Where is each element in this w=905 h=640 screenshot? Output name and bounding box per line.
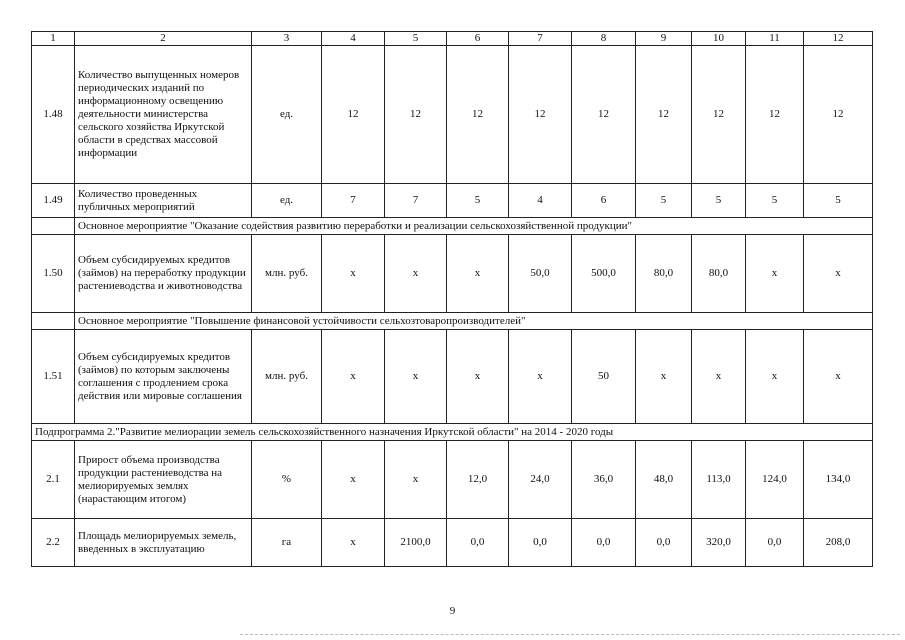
- indicator-name: Объем субсидируемых кредитов (займов) по которым заключены соглашения с продлением срока действия или мировые соглашения: [75, 330, 252, 424]
- value-cell: x: [322, 330, 385, 424]
- header-cell: 12: [804, 32, 873, 46]
- header-cell: 7: [509, 32, 572, 46]
- value-cell: x: [322, 235, 385, 313]
- unit-cell: млн. руб.: [252, 330, 322, 424]
- value-cell: 12: [804, 46, 873, 184]
- value-cell: 5: [804, 184, 873, 218]
- scan-artifact-line: [240, 634, 900, 635]
- indicators-table: [31, 31, 873, 567]
- value-cell: 24,0: [509, 441, 572, 519]
- value-cell: x: [804, 235, 873, 313]
- value-cell: 6: [572, 184, 636, 218]
- value-cell: 134,0: [804, 441, 873, 519]
- table-row: [32, 441, 873, 519]
- indicator-name: Количество выпущенных номеров периодических изданий по информационному освещению деятельности министерства сельского хозяйства Иркутской области в средствах массовой информации: [75, 46, 252, 184]
- value-cell: 50: [572, 330, 636, 424]
- value-cell: x: [746, 235, 804, 313]
- header-cell: 10: [692, 32, 746, 46]
- header-cell: 9: [636, 32, 692, 46]
- header-row: [32, 32, 873, 46]
- table-row: [32, 184, 873, 218]
- value-cell: 80,0: [636, 235, 692, 313]
- value-cell: 5: [692, 184, 746, 218]
- indicator-name: Объем субсидируемых кредитов (займов) на переработку продукции растениеводства и животноводства: [75, 235, 252, 313]
- value-cell: 12: [746, 46, 804, 184]
- value-cell: 12: [572, 46, 636, 184]
- table-row: [32, 330, 873, 424]
- section-row: [32, 313, 873, 330]
- value-cell: x: [746, 330, 804, 424]
- row-number: 1.49: [32, 184, 75, 218]
- value-cell: 7: [385, 184, 447, 218]
- value-cell: 4: [509, 184, 572, 218]
- row-number: 1.51: [32, 330, 75, 424]
- value-cell: 50,0: [509, 235, 572, 313]
- header-cell: 6: [447, 32, 509, 46]
- table-row: [32, 235, 873, 313]
- value-cell: x: [636, 330, 692, 424]
- value-cell: x: [385, 441, 447, 519]
- value-cell: 0,0: [746, 519, 804, 567]
- value-cell: 113,0: [692, 441, 746, 519]
- header-cell: 3: [252, 32, 322, 46]
- section-title: Основное мероприятие "Оказание содействия развитию переработки и реализации сельскохозяйственной продукции": [75, 218, 873, 235]
- header-cell: 8: [572, 32, 636, 46]
- value-cell: 12,0: [447, 441, 509, 519]
- value-cell: x: [447, 235, 509, 313]
- value-cell: x: [509, 330, 572, 424]
- value-cell: 12: [636, 46, 692, 184]
- value-cell: 12: [692, 46, 746, 184]
- empty-cell: [32, 218, 75, 235]
- unit-cell: ед.: [252, 184, 322, 218]
- subprogram-title: Подпрограмма 2."Развитие мелиорации земель сельскохозяйственного назначения Иркутской области" на 2014 - 2020 годы: [32, 424, 873, 441]
- row-number: 1.48: [32, 46, 75, 184]
- header-cell: 4: [322, 32, 385, 46]
- value-cell: 5: [447, 184, 509, 218]
- value-cell: 500,0: [572, 235, 636, 313]
- value-cell: 36,0: [572, 441, 636, 519]
- value-cell: 12: [509, 46, 572, 184]
- empty-cell: [32, 313, 75, 330]
- value-cell: 80,0: [692, 235, 746, 313]
- header-cell: 5: [385, 32, 447, 46]
- value-cell: x: [692, 330, 746, 424]
- value-cell: 5: [746, 184, 804, 218]
- indicator-name: Количество проведенных публичных мероприятий: [75, 184, 252, 218]
- row-number: 2.1: [32, 441, 75, 519]
- value-cell: 12: [385, 46, 447, 184]
- indicator-name: Площадь мелиорируемых земель, введенных в эксплуатацию: [75, 519, 252, 567]
- value-cell: 5: [636, 184, 692, 218]
- value-cell: x: [322, 441, 385, 519]
- value-cell: 0,0: [636, 519, 692, 567]
- unit-cell: га: [252, 519, 322, 567]
- unit-cell: ед.: [252, 46, 322, 184]
- table-row: [32, 46, 873, 184]
- header-cell: 2: [75, 32, 252, 46]
- value-cell: x: [385, 330, 447, 424]
- section-row: [32, 218, 873, 235]
- value-cell: x: [322, 519, 385, 567]
- value-cell: 0,0: [509, 519, 572, 567]
- row-number: 2.2: [32, 519, 75, 567]
- header-cell: 1: [32, 32, 75, 46]
- section-row: [32, 424, 873, 441]
- table-row: [32, 519, 873, 567]
- indicator-name: Прирост объема производства продукции растениеводства на мелиорируемых землях (нарастающим итогом): [75, 441, 252, 519]
- page-number: 9: [449, 605, 456, 617]
- value-cell: 0,0: [572, 519, 636, 567]
- header-cell: 11: [746, 32, 804, 46]
- value-cell: x: [385, 235, 447, 313]
- value-cell: 2100,0: [385, 519, 447, 567]
- unit-cell: млн. руб.: [252, 235, 322, 313]
- section-title: Основное мероприятие "Повышение финансовой устойчивости сельхозтоваропроизводителей": [75, 313, 873, 330]
- value-cell: x: [804, 330, 873, 424]
- value-cell: 320,0: [692, 519, 746, 567]
- value-cell: x: [447, 330, 509, 424]
- value-cell: 7: [322, 184, 385, 218]
- value-cell: 124,0: [746, 441, 804, 519]
- value-cell: 0,0: [447, 519, 509, 567]
- value-cell: 12: [322, 46, 385, 184]
- value-cell: 208,0: [804, 519, 873, 567]
- value-cell: 48,0: [636, 441, 692, 519]
- unit-cell: %: [252, 441, 322, 519]
- row-number: 1.50: [32, 235, 75, 313]
- value-cell: 12: [447, 46, 509, 184]
